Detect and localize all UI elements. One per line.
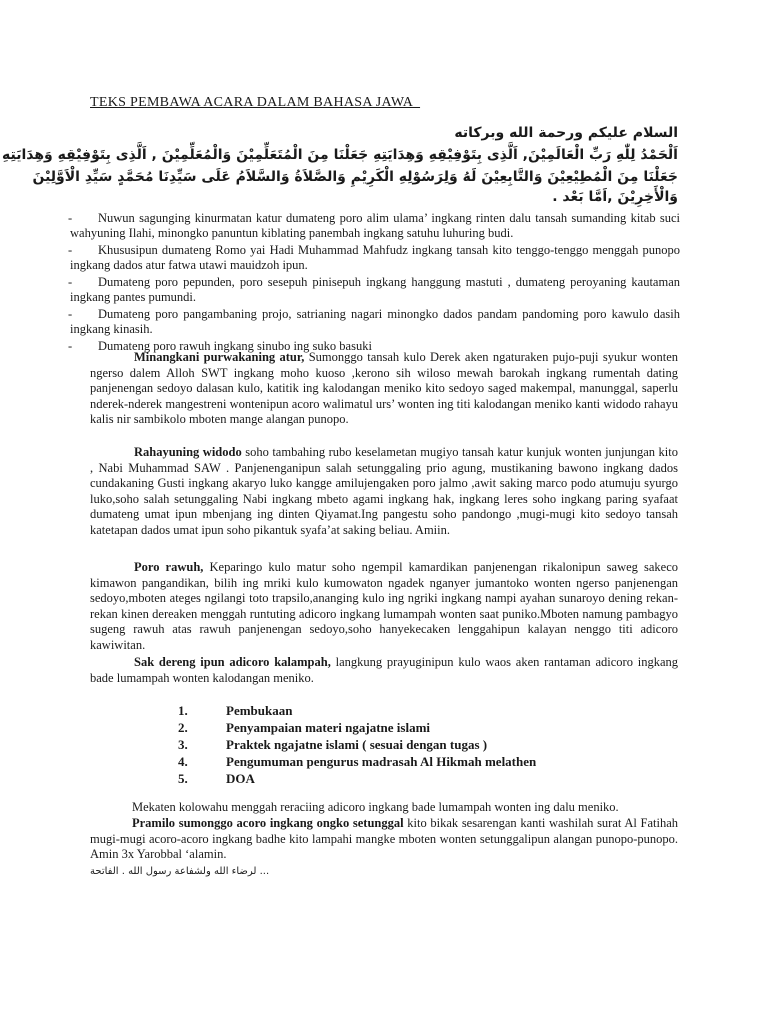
agenda-item xyxy=(178,702,536,719)
list-item-text: Dumateng poro pangambaning projo, satrianing nagari minongko dados pandam pandoming poro kawulo dasih ingkang kinasih. xyxy=(70,307,680,336)
dash-marker: - xyxy=(68,275,73,289)
list-item-text: Khususipun dumateng Romo yai Hadi Muhammad Mahfudz ingkang tansah kito tenggo-tenggo menggah punopo ingkang dados atur fatwa utawi mauidzoh ipun. xyxy=(70,243,680,272)
agenda-number: 3. xyxy=(178,737,188,752)
document-title: TEKS PEMBAWA ACARA DALAM BAHASA JAWA xyxy=(90,95,421,110)
dash-marker: - xyxy=(68,211,73,225)
paragraph-sak-dereng xyxy=(90,655,678,686)
list-item-text: Dumateng poro rawuh ingkang sinubo ing suko basuki xyxy=(98,339,372,353)
dash-marker: - xyxy=(68,243,73,257)
agenda-item xyxy=(178,719,536,736)
list-item xyxy=(70,243,680,273)
arabic-salam: السلام عليكم ورحمة الله وبركاته xyxy=(454,125,678,141)
agenda-item xyxy=(178,753,536,770)
list-item xyxy=(70,307,680,337)
agenda-label: Praktek ngajatne islami ( sesuai dengan tugas ) xyxy=(226,737,488,752)
paragraph-text: langkung prayuginipun kulo waos aken rantaman adicoro ingkang bade lumampah wonten kalodangan meniko. xyxy=(90,655,678,685)
paragraph-purwakaning xyxy=(90,350,678,428)
paragraph-lead: Poro rawuh, xyxy=(134,560,204,574)
list-item xyxy=(70,211,680,241)
arabic-line-1: اَلْحَمْدُ لِلّٰهِ رَبِّ الْعَالَمِيْنَ, اَلَّذِى بِتَوْفِيْقِهِ وَهِدَايَتِهِ جَعَلْنَا مِنَ الْمُتَعَلِّمِيْنَ وَالْمُعَلِّمِيْنَ , اَلَّذِى بِتَوْفِيْقِهِ وَهِدَايَتِهِ xyxy=(2,147,678,163)
agenda-label: Pembukaan xyxy=(226,703,293,718)
agenda-item xyxy=(178,736,536,753)
paragraph-poro-rawuh xyxy=(90,560,678,653)
list-item-text: Dumateng poro pepunden, poro sesepuh pinisepuh ingkang hanggung mastuti , dumateng peroyaning kautaman ingkang pantes pumundi. xyxy=(70,275,680,304)
dash-marker: - xyxy=(68,307,73,321)
paragraph-lead: Minangkani purwakaning atur, xyxy=(134,350,305,364)
agenda-label: Penyampaian materi ngajatne islami xyxy=(226,720,431,735)
list-item xyxy=(70,275,680,305)
list-item-text: Nuwun sagunging kinurmatan katur dumateng poro alim ulama’ ingkang rinten dalu tansah sumanding kitab suci wahyuning Ilahi, minongko panuntun kiblating panembah ingkang satuhu luhuring budi. xyxy=(70,211,680,240)
arabic-doa: ... لرضاء الله ولشفاعة رسول الله . الفاتحة xyxy=(90,866,270,877)
arabic-line-3: وَالْأَخِرِيْنَ ,اَمَّا بَعْد . xyxy=(552,189,678,205)
greeting-list xyxy=(70,211,680,356)
arabic-line-2: جَعَلْنَا مِنَ الْمُطِيْعِيْنَ وَالتَّابِعِيْنَ لَهُ وَلِرَسُوْلِهِ الْكَرِيْمِ وَالصَّلاَةُ وَالسَّلاَمُ عَلَى سَيِّدِنَا مُحَمَّدٍ سَيِّدِ الْاَوَّلِيْنَ xyxy=(32,169,678,185)
agenda-item xyxy=(178,770,536,787)
closing-text: kito bikak sesarengan kanti washilah surat Al Fatihah mugi-mugi acoro-acoro ingkang badhe kito lampahi mangke mboten wonten setunggalipun alangan punopo-punopo. Amin 3x Yarobbal ‘alamin. xyxy=(90,816,678,861)
agenda-number: 2. xyxy=(178,720,188,735)
paragraph-rahayuning xyxy=(90,445,678,538)
paragraph-text: Keparingo kulo matur soho ngempil kamardikan panjenengan rikalonipun saweg sakeco kimawon pangandikan, bilih ing mriki kulo kumowaton ngadek nganyer jumantoko wonten ngerso panjenengan sedoyo,mboten ateges ngilangi toto trapsilo,ananging kulo ing ngriki ingkang nampi ayahan sunaroyo dening rekan-rekan kinen dereaken menggah runtuting adicoro ingkang lumampah wonten saat puniko.Mboten namung pambagyo sugeng rawuh atas rawuh panjenengan sedoyo,soho hanyekecaken lenggahipun kalayan nenggo titi adicoro kawiwitan. xyxy=(90,560,679,652)
paragraph-lead: Sak dereng ipun adicoro kalampah, xyxy=(134,655,331,669)
paragraph-text: soho tambahing rubo keselametan mugiyo tansah katur kunjuk wonten junjungan kito , Nabi Muhammad SAW . Panjenenganipun salah setunggaling prio agung, mustikaning bawono ingkang dados cundakaning Gusti ingkang akaryo luko kangge amilujengaken poro jalmo ,awit saking marco podo atumuju syurgo luko,soho salah setunggaling Nabi ingkang mbeto agami ingkang hak, ingkang leres soho ingkang paring syafaat dumateng umat ipun mbenjang ing dinten Qiyamat.Ing pangestu soho pandongo ,mugi-mugi kito sedoyo tansah katetapan dados umat ipun soho pikantuk syafa’at saking beliau. Amiin. xyxy=(90,445,679,537)
closing-lead: Pramilo sumonggo acoro ingkang ongko setunggal xyxy=(132,816,404,830)
agenda-list xyxy=(178,702,536,787)
agenda-number: 1. xyxy=(178,703,188,718)
paragraph-text: Sumonggo tansah kulo Derek aken ngaturaken pujo-puji syukur wonten ngerso dalem Alloh SWT ingkang moho kuoso ,kerono sih wiloso mewah barokah ingkang rumentah dating panjenengan sedoyo dalasan kulo, katitik ing kalodangan meniko kito sedoyo saged makempal, manunggal, saperlu nderek-nderek mangestreni wontenipun acoro walimatul urs’ wonten ing titi kalodangan meniko kanti widodo rahayu kalis nir sambikolo mboten mange alangan punopo. xyxy=(90,350,678,426)
paragraph-lead: Rahayuning widodo xyxy=(134,445,242,459)
agenda-label: DOA xyxy=(226,771,255,786)
closing-line: Mekaten kolowahu menggah reraciing adicoro ingkang bade lumampah wonten ing dalu meniko. xyxy=(132,800,619,814)
dash-marker: - xyxy=(68,339,73,353)
closing-paragraph xyxy=(90,816,678,863)
agenda-number: 4. xyxy=(178,754,188,769)
agenda-label: Pengumuman pengurus madrasah Al Hikmah melathen xyxy=(226,754,537,769)
agenda-number: 5. xyxy=(178,771,188,786)
